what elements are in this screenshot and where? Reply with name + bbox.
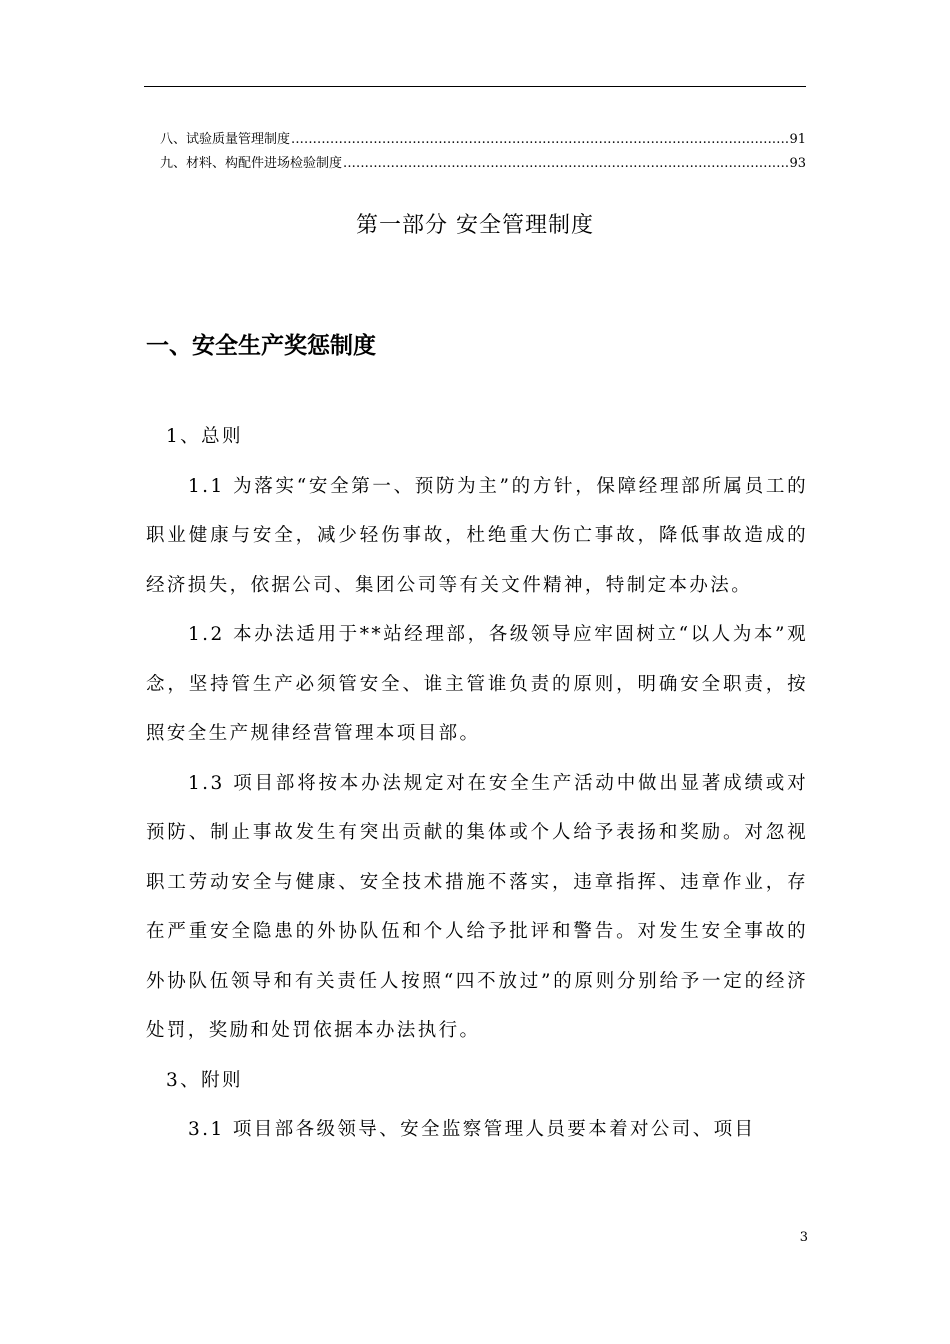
body-paragraph: 1.1 为落实“安全第一、预防为主”的方针，保障经理部所属员工的职业健康与安全，减少轻伤事故，杜绝重大伤亡事故，降低事故造成的经济损失，依据公司、集团公司等有关文件精神，特制定本办法。	[146, 475, 808, 596]
part-title: 第一部分 安全管理制度	[356, 213, 594, 238]
toc-entry-page: 91	[789, 132, 806, 147]
toc-entry-label: 八、试验质量管理制度	[160, 132, 291, 147]
section-title: 一、安全生产奖惩制度	[146, 333, 376, 359]
header-rule	[144, 86, 806, 87]
subsection-heading: 3、附则	[166, 1069, 243, 1091]
body-paragraph: 3.1 项目部各级领导、安全监察管理人员要本着对公司、项目	[188, 1119, 756, 1140]
body-paragraph: 1.2 本办法适用于**站经理部，各级领导应牢固树立“以人为本”观念，坚持管生产必须管安全、谁主管谁负责的原则，明确安全职责，按照安全生产规律经营管理本项目部。	[146, 624, 808, 744]
toc-entry[interactable]	[160, 128, 806, 152]
page-number: 3	[799, 1230, 808, 1245]
toc-entry[interactable]	[160, 152, 806, 176]
body-paragraph: 1.3 项目部将按本办法规定对在安全生产活动中做出显著成绩或对预防、制止事故发生有突出贡献的集体或个人给予表扬和奖励。对忽视职工劳动安全与健康、安全技术措施不落实，违章指挥、违章作业，存在严重安全隐患的外协队伍和个人给予批评和警告。对发生安全事故的外协队伍领导和有关责任人按照“四不放过”的原则分别给予一定的经济处罚，奖励和处罚依据本办法执行。	[146, 772, 808, 1041]
toc-entry-page: 93	[789, 156, 806, 171]
toc-dot-leader	[291, 128, 788, 152]
subsection-heading: 1、总则	[166, 426, 243, 447]
table-of-contents	[160, 128, 806, 176]
body-text	[146, 412, 808, 1155]
toc-entry-label: 九、材料、构配件进场检验制度	[160, 156, 343, 171]
toc-dot-leader	[343, 152, 788, 176]
